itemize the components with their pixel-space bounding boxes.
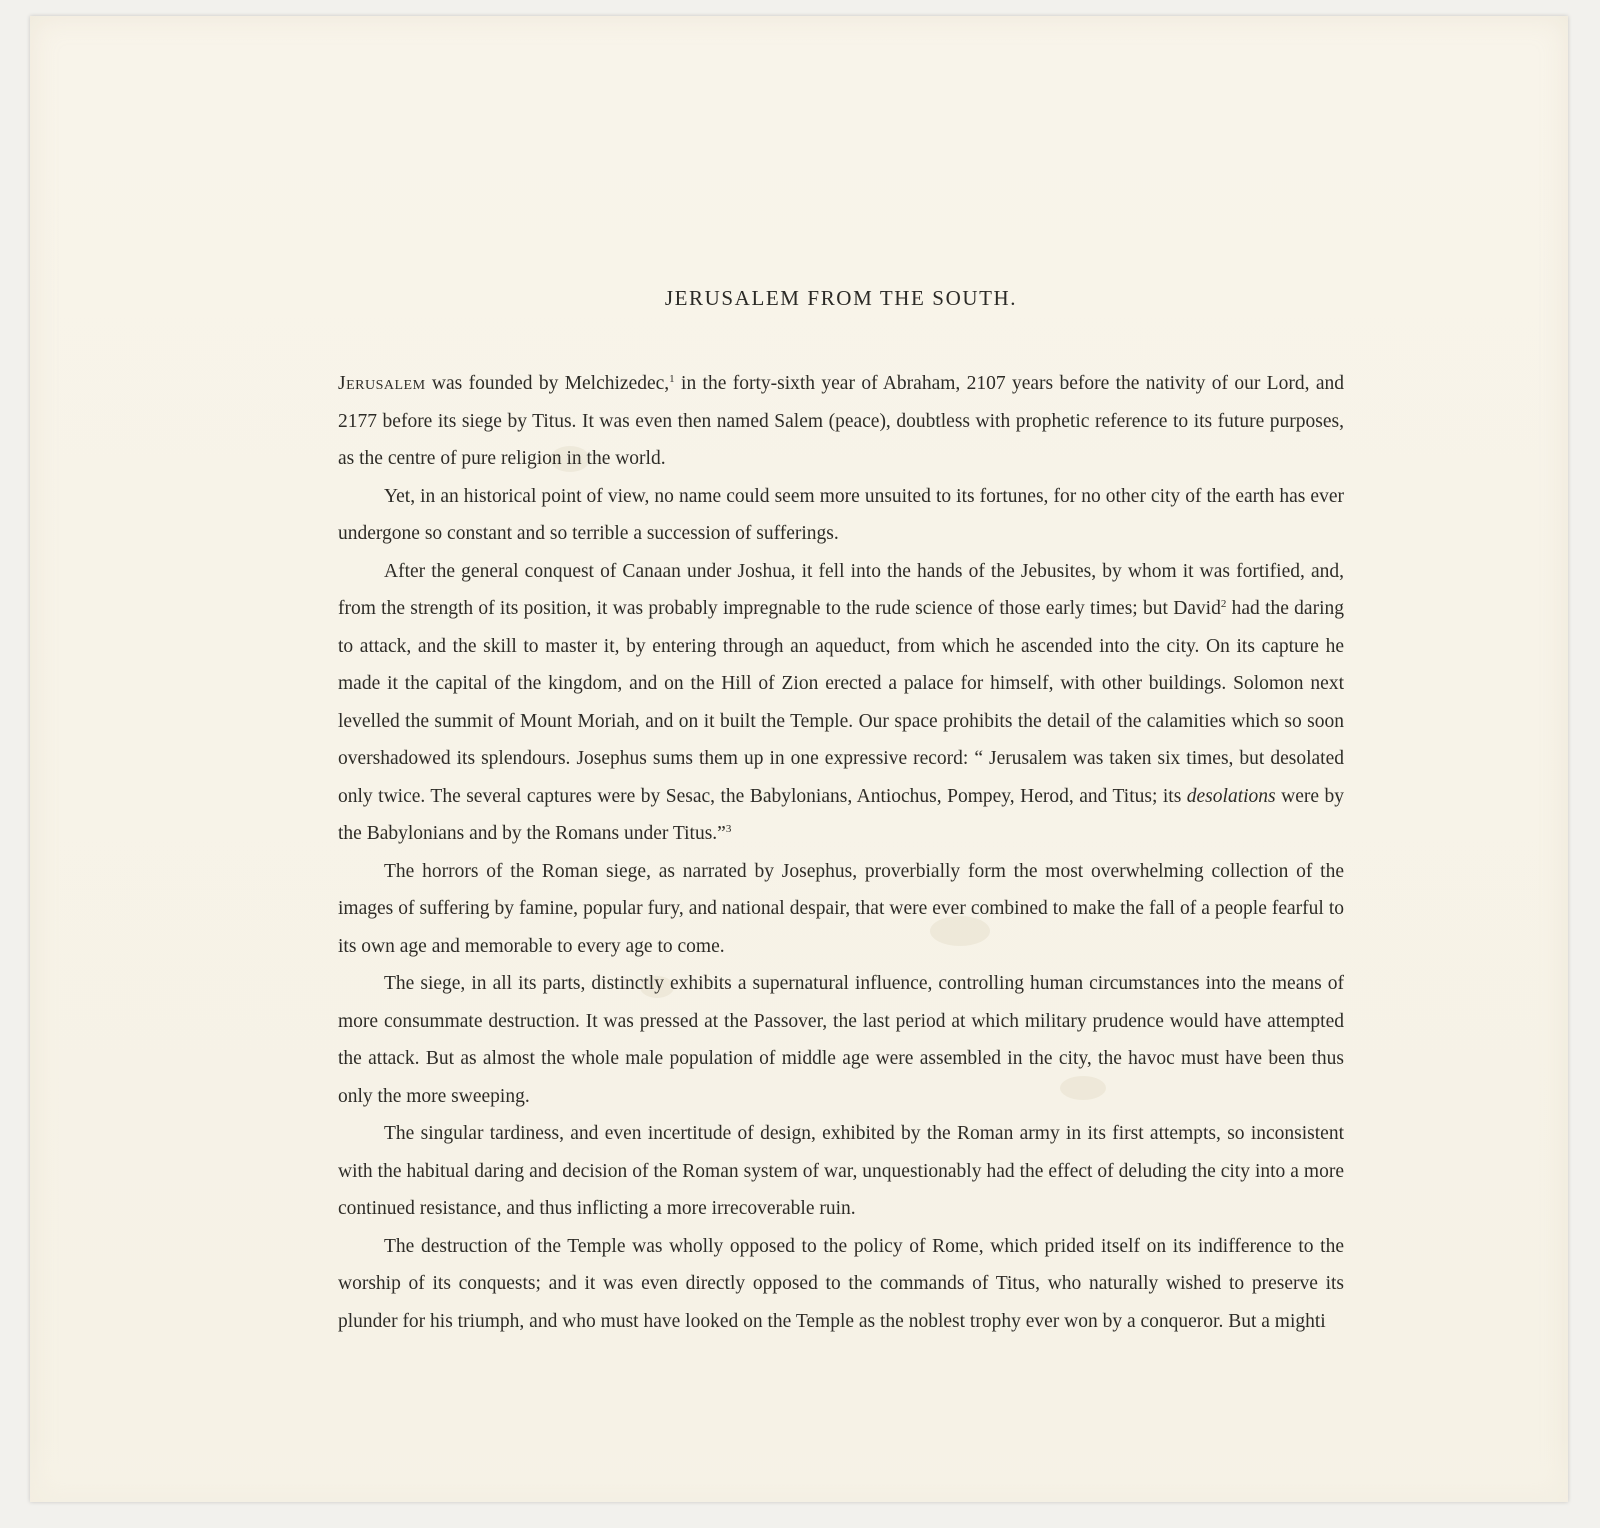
paragraph-3-text-a: After the general conquest of Canaan under Joshua, it fell into the hands of the Jebusites, by whom it was fortified, and, from the strength of its position, it was probably impregnable to the rude science of those early times; but David bbox=[338, 560, 1344, 619]
emphasis-desolations: desolations bbox=[1186, 785, 1276, 807]
footnote-ref-1: 1 bbox=[669, 373, 675, 385]
page-title: JERUSALEM FROM THE SOUTH. bbox=[664, 286, 1018, 310]
page-bottom-fade bbox=[30, 1436, 1568, 1502]
paragraph-6: The singular tardiness, and even incertitude of design, exhibited by the Roman army in its first attempts, so inconsistent with the habitual daring and decision of the Roman system of war, unquestionably had the effect of deluding the city into a more continued resistance, and thus inflicting a more irrecoverable ruin. bbox=[338, 1123, 1344, 1219]
paragraph-7: The destruction of the Temple was wholly opposed to the policy of Rome, which prided itself on its indifference to the worship of its conquests; and it was even directly opposed to the commands of Titus, who naturally wished to preserve its plunder for his triumph, and who must have looked on the Temple as the noblest trophy ever won by a conqueror. But a mighti bbox=[338, 1235, 1344, 1332]
paragraph-1-text-a: was founded by Melchizedec, bbox=[425, 373, 670, 394]
paragraph-5: The siege, in all its parts, distinctly exhibits a supernatural influence, controlling human circumstances into the means of more consummate destruction. It was pressed at the Passover, the last period at which military prudence would have attempted the attack. But as almost the whole male population of middle age were assembled in the city, the havoc must have been thus only the more sweeping. bbox=[338, 973, 1344, 1107]
paragraph-3 bbox=[338, 553, 1344, 853]
footnote-ref-2: 2 bbox=[1220, 598, 1227, 610]
paragraph-4: The horrors of the Roman siege, as narrated by Josephus, proverbially form the most overwhelming collection of the images of suffering by famine, popular fury, and national despair, that were ever combined to make the fall of a people fearful to its own age and memorable to every age to come. bbox=[338, 860, 1344, 957]
lead-word: Jerusalem bbox=[338, 373, 426, 394]
paragraph-3-text-c: were by the Babylonians and by the Romans under Titus.” bbox=[338, 785, 1344, 844]
paragraph-2: Yet, in an historical point of view, no name could seem more unsuited to its fortunes, for no other city of the earth has ever undergone so constant and so terrible a succession of sufferings. bbox=[338, 485, 1344, 544]
page-sheet bbox=[30, 16, 1568, 1502]
footnote-ref-3: 3 bbox=[725, 823, 732, 835]
paragraph-3-text-b: had the daring to attack, and the skill to master it, by entering through an aqueduct, from which he ascended into the city. On its capture he made it the capital of the kingdom, and on the Hill of Zion erected a palace for himself, with other buildings. Solomon next levelled the summit of Mount Moriah, and on it built the Temple. Our space prohibits the detail of the calamities which so soon overshadowed its splendours. Josephus sums them up in one expressive record: “ Jerusalem was taken six times, but desolated only twice. The several captures were by Sesac, the Babylonians, Antiochus, Pompey, Herod, and Titus; its bbox=[338, 598, 1344, 807]
paragraph-1-text-b: in the forty-sixth year of Abraham, 2107 years before the nativity of our Lord, and 2177 before its siege by Titus. It was even then named Salem (peace), doubtless with prophetic reference to its future purposes, as the centre of pure religion in the world. bbox=[338, 373, 1344, 469]
paragraph-1 bbox=[338, 365, 1344, 478]
body-text bbox=[338, 365, 1344, 1340]
